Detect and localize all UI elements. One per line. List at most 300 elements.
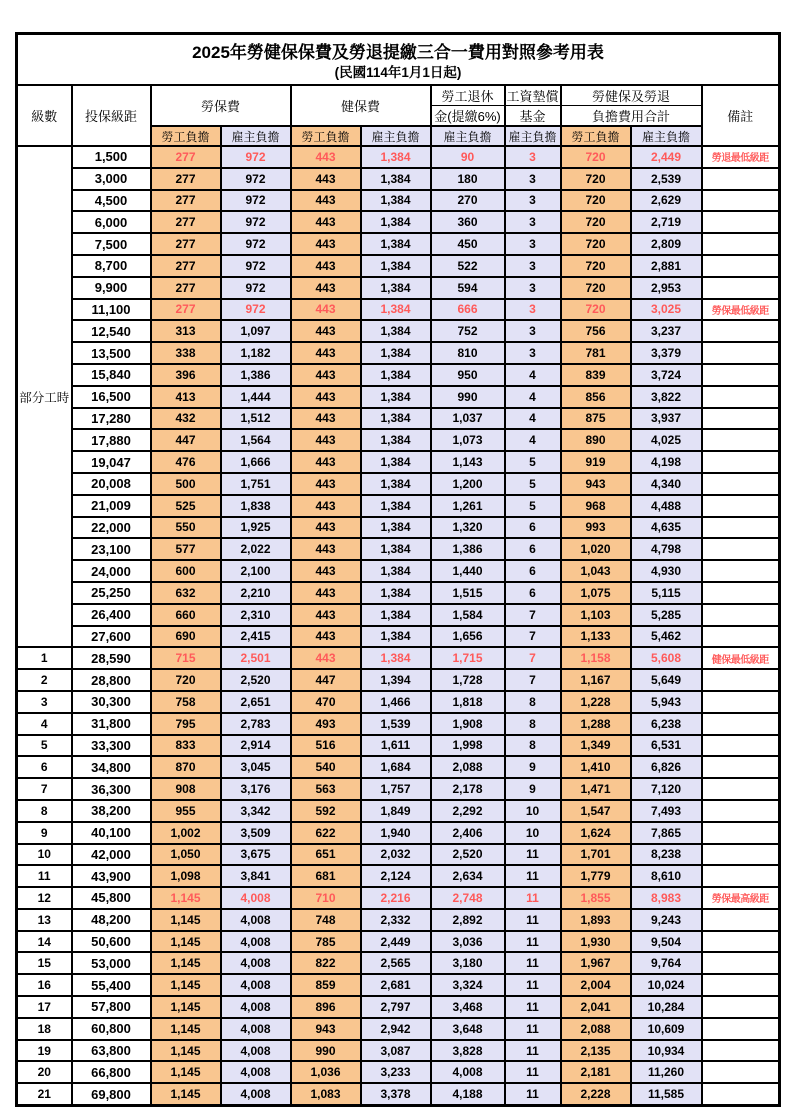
cell-health-employer: 1,384 bbox=[361, 473, 431, 495]
table-row bbox=[17, 277, 780, 299]
cell-total-employer: 9,243 bbox=[631, 909, 702, 931]
cell-labor-employer: 2,310 bbox=[221, 604, 291, 626]
cell-pension-employer: 3,828 bbox=[431, 1040, 505, 1062]
cell-bracket: 17,280 bbox=[72, 408, 151, 430]
cell-labor-employee: 396 bbox=[151, 364, 221, 386]
cell-health-employer: 1,384 bbox=[361, 626, 431, 648]
header-row-group-top bbox=[17, 85, 780, 106]
cell-pension-employer: 1,320 bbox=[431, 517, 505, 539]
cell-remark bbox=[702, 538, 780, 560]
cell-labor-employer: 3,176 bbox=[221, 778, 291, 800]
cell-bracket: 7,500 bbox=[72, 233, 151, 255]
table-body bbox=[17, 146, 780, 1106]
cell-total-employee: 968 bbox=[561, 495, 631, 517]
table-row bbox=[17, 429, 780, 451]
cell-labor-employer: 2,914 bbox=[221, 735, 291, 757]
cell-bracket: 4,500 bbox=[72, 190, 151, 212]
cell-labor-employee: 277 bbox=[151, 168, 221, 190]
cell-fund-employer: 5 bbox=[505, 495, 561, 517]
cell-labor-employee: 1,002 bbox=[151, 822, 221, 844]
cell-total-employee: 1,547 bbox=[561, 800, 631, 822]
cell-labor-employee: 1,145 bbox=[151, 931, 221, 953]
cell-fund-employer: 11 bbox=[505, 974, 561, 996]
cell-health-employee: 563 bbox=[291, 778, 361, 800]
cell-fund-employer: 11 bbox=[505, 887, 561, 909]
cell-total-employee: 720 bbox=[561, 299, 631, 321]
cell-total-employee: 1,228 bbox=[561, 691, 631, 713]
cell-total-employee: 1,930 bbox=[561, 931, 631, 953]
cell-health-employee: 443 bbox=[291, 364, 361, 386]
table-row bbox=[17, 691, 780, 713]
cell-remark bbox=[702, 1040, 780, 1062]
cell-labor-employer: 2,501 bbox=[221, 647, 291, 669]
cell-labor-employee: 1,145 bbox=[151, 974, 221, 996]
cell-health-employee: 443 bbox=[291, 451, 361, 473]
cell-health-employer: 1,384 bbox=[361, 538, 431, 560]
cell-total-employee: 2,228 bbox=[561, 1083, 631, 1105]
cell-labor-employee: 313 bbox=[151, 320, 221, 342]
cell-fund-employer: 11 bbox=[505, 844, 561, 866]
cell-health-employee: 443 bbox=[291, 604, 361, 626]
table-row bbox=[17, 800, 780, 822]
cell-health-employee: 470 bbox=[291, 691, 361, 713]
cell-health-employee: 785 bbox=[291, 931, 361, 953]
cell-total-employer: 4,798 bbox=[631, 538, 702, 560]
cell-total-employee: 720 bbox=[561, 190, 631, 212]
cell-remark bbox=[702, 495, 780, 517]
cell-health-employer: 1,384 bbox=[361, 146, 431, 168]
cell-remark bbox=[702, 255, 780, 277]
cell-labor-employee: 500 bbox=[151, 473, 221, 495]
table-row bbox=[17, 386, 780, 408]
cell-labor-employee: 1,145 bbox=[151, 1083, 221, 1105]
cell-remark bbox=[702, 996, 780, 1018]
cell-labor-employer: 972 bbox=[221, 233, 291, 255]
cell-total-employee: 1,288 bbox=[561, 713, 631, 735]
cell-labor-employer: 3,342 bbox=[221, 800, 291, 822]
table-row bbox=[17, 517, 780, 539]
cell-pension-employer: 1,440 bbox=[431, 560, 505, 582]
cell-pension-employer: 2,292 bbox=[431, 800, 505, 822]
cell-labor-employer: 1,925 bbox=[221, 517, 291, 539]
cell-pension-employer: 1,584 bbox=[431, 604, 505, 626]
table-row bbox=[17, 1018, 780, 1040]
cell-health-employer: 1,384 bbox=[361, 582, 431, 604]
cell-health-employer: 1,384 bbox=[361, 408, 431, 430]
cell-health-employer: 1,384 bbox=[361, 560, 431, 582]
cell-pension-employer: 1,386 bbox=[431, 538, 505, 560]
cell-labor-employer: 4,008 bbox=[221, 952, 291, 974]
cell-health-employer: 1,684 bbox=[361, 756, 431, 778]
cell-health-employee: 443 bbox=[291, 299, 361, 321]
cell-remark bbox=[702, 211, 780, 233]
cell-health-employee: 443 bbox=[291, 538, 361, 560]
cell-health-employer: 3,087 bbox=[361, 1040, 431, 1062]
cell-health-employer: 1,466 bbox=[361, 691, 431, 713]
cell-total-employer: 6,531 bbox=[631, 735, 702, 757]
cell-level: 2 bbox=[17, 669, 72, 691]
cell-labor-employee: 1,145 bbox=[151, 909, 221, 931]
cell-fund-employer: 11 bbox=[505, 1083, 561, 1105]
table-row bbox=[17, 538, 780, 560]
cell-labor-employer: 2,210 bbox=[221, 582, 291, 604]
cell-labor-employer: 3,675 bbox=[221, 844, 291, 866]
cell-fund-employer: 4 bbox=[505, 429, 561, 451]
cell-total-employee: 720 bbox=[561, 255, 631, 277]
cell-total-employer: 5,285 bbox=[631, 604, 702, 626]
cell-total-employer: 8,983 bbox=[631, 887, 702, 909]
cell-bracket: 25,250 bbox=[72, 582, 151, 604]
cell-level: 14 bbox=[17, 931, 72, 953]
cell-fund-employer: 5 bbox=[505, 473, 561, 495]
cell-remark bbox=[702, 429, 780, 451]
cell-bracket: 53,000 bbox=[72, 952, 151, 974]
cell-labor-employee: 277 bbox=[151, 255, 221, 277]
cell-pension-employer: 1,728 bbox=[431, 669, 505, 691]
cell-bracket: 6,000 bbox=[72, 211, 151, 233]
cell-health-employer: 2,797 bbox=[361, 996, 431, 1018]
cell-labor-employer: 2,520 bbox=[221, 669, 291, 691]
cell-remark bbox=[702, 560, 780, 582]
cell-total-employee: 756 bbox=[561, 320, 631, 342]
cell-health-employer: 1,384 bbox=[361, 604, 431, 626]
cell-labor-employer: 1,751 bbox=[221, 473, 291, 495]
cell-fund-employer: 7 bbox=[505, 626, 561, 648]
cell-labor-employer: 4,008 bbox=[221, 887, 291, 909]
cell-pension-employer: 1,998 bbox=[431, 735, 505, 757]
cell-total-employee: 1,043 bbox=[561, 560, 631, 582]
cell-labor-employer: 972 bbox=[221, 277, 291, 299]
cell-bracket: 1,500 bbox=[72, 146, 151, 168]
cell-total-employee: 781 bbox=[561, 342, 631, 364]
cell-health-employee: 443 bbox=[291, 255, 361, 277]
cell-pension-employer: 810 bbox=[431, 342, 505, 364]
cell-labor-employee: 632 bbox=[151, 582, 221, 604]
table-row bbox=[17, 756, 780, 778]
subheader-total-employee: 勞工負擔 bbox=[561, 126, 631, 146]
cell-remark bbox=[702, 233, 780, 255]
cell-bracket: 3,000 bbox=[72, 168, 151, 190]
cell-health-employee: 443 bbox=[291, 473, 361, 495]
cell-bracket: 30,300 bbox=[72, 691, 151, 713]
subheader-total-employer: 雇主負擔 bbox=[631, 126, 702, 146]
cell-total-employee: 919 bbox=[561, 451, 631, 473]
col-header-labor-fee: 勞保費 bbox=[151, 85, 291, 126]
cell-fund-employer: 8 bbox=[505, 691, 561, 713]
cell-labor-employer: 3,509 bbox=[221, 822, 291, 844]
cell-remark bbox=[702, 800, 780, 822]
cell-total-employer: 3,937 bbox=[631, 408, 702, 430]
cell-total-employer: 9,504 bbox=[631, 931, 702, 953]
cell-bracket: 22,000 bbox=[72, 517, 151, 539]
cell-pension-employer: 666 bbox=[431, 299, 505, 321]
cell-bracket: 19,047 bbox=[72, 451, 151, 473]
cell-fund-employer: 8 bbox=[505, 713, 561, 735]
cell-labor-employer: 1,838 bbox=[221, 495, 291, 517]
col-header-total-line2: 負擔費用合計 bbox=[561, 106, 702, 127]
table-row bbox=[17, 931, 780, 953]
cell-health-employer: 1,384 bbox=[361, 211, 431, 233]
cell-labor-employer: 972 bbox=[221, 211, 291, 233]
cell-bracket: 28,590 bbox=[72, 647, 151, 669]
cell-fund-employer: 10 bbox=[505, 800, 561, 822]
cell-labor-employer: 4,008 bbox=[221, 974, 291, 996]
cell-health-employer: 2,216 bbox=[361, 887, 431, 909]
cell-health-employer: 3,378 bbox=[361, 1083, 431, 1105]
title-cell bbox=[17, 34, 780, 86]
cell-pension-employer: 3,180 bbox=[431, 952, 505, 974]
cell-total-employee: 1,855 bbox=[561, 887, 631, 909]
cell-health-employer: 1,384 bbox=[361, 429, 431, 451]
cell-labor-employee: 1,098 bbox=[151, 865, 221, 887]
cell-labor-employee: 1,145 bbox=[151, 996, 221, 1018]
cell-health-employee: 443 bbox=[291, 190, 361, 212]
cell-remark bbox=[702, 713, 780, 735]
cell-health-employee: 622 bbox=[291, 822, 361, 844]
cell-health-employer: 1,611 bbox=[361, 735, 431, 757]
cell-labor-employee: 277 bbox=[151, 146, 221, 168]
table-row bbox=[17, 299, 780, 321]
cell-remark bbox=[702, 386, 780, 408]
cell-remark bbox=[702, 691, 780, 713]
cell-pension-employer: 180 bbox=[431, 168, 505, 190]
cell-pension-employer: 950 bbox=[431, 364, 505, 386]
table-row bbox=[17, 669, 780, 691]
cell-fund-employer: 6 bbox=[505, 517, 561, 539]
table-row bbox=[17, 865, 780, 887]
cell-pension-employer: 1,200 bbox=[431, 473, 505, 495]
cell-pension-employer: 990 bbox=[431, 386, 505, 408]
cell-health-employer: 2,124 bbox=[361, 865, 431, 887]
cell-health-employee: 443 bbox=[291, 277, 361, 299]
cell-total-employee: 1,167 bbox=[561, 669, 631, 691]
cell-bracket: 55,400 bbox=[72, 974, 151, 996]
cell-labor-employee: 277 bbox=[151, 211, 221, 233]
cell-pension-employer: 1,073 bbox=[431, 429, 505, 451]
cell-bracket: 60,800 bbox=[72, 1018, 151, 1040]
cell-pension-employer: 2,406 bbox=[431, 822, 505, 844]
cell-total-employer: 3,379 bbox=[631, 342, 702, 364]
cell-total-employee: 1,893 bbox=[561, 909, 631, 931]
cell-labor-employee: 577 bbox=[151, 538, 221, 560]
cell-total-employer: 2,953 bbox=[631, 277, 702, 299]
cell-labor-employer: 1,666 bbox=[221, 451, 291, 473]
cell-total-employee: 2,135 bbox=[561, 1040, 631, 1062]
cell-level: 13 bbox=[17, 909, 72, 931]
cell-pension-employer: 2,088 bbox=[431, 756, 505, 778]
cell-total-employee: 1,075 bbox=[561, 582, 631, 604]
cell-total-employer: 11,585 bbox=[631, 1083, 702, 1105]
cell-labor-employer: 2,783 bbox=[221, 713, 291, 735]
cell-health-employee: 896 bbox=[291, 996, 361, 1018]
cell-level: 15 bbox=[17, 952, 72, 974]
cell-labor-employer: 2,651 bbox=[221, 691, 291, 713]
cell-health-employee: 447 bbox=[291, 669, 361, 691]
cell-fund-employer: 7 bbox=[505, 647, 561, 669]
cell-labor-employer: 4,008 bbox=[221, 931, 291, 953]
table-row bbox=[17, 473, 780, 495]
cell-remark: 勞保最低級距 bbox=[702, 299, 780, 321]
cell-health-employer: 1,384 bbox=[361, 190, 431, 212]
cell-total-employee: 720 bbox=[561, 146, 631, 168]
cell-total-employer: 4,198 bbox=[631, 451, 702, 473]
cell-level: 3 bbox=[17, 691, 72, 713]
cell-health-employee: 443 bbox=[291, 386, 361, 408]
cell-fund-employer: 3 bbox=[505, 190, 561, 212]
cell-total-employer: 9,764 bbox=[631, 952, 702, 974]
table-row bbox=[17, 844, 780, 866]
cell-remark bbox=[702, 756, 780, 778]
cell-remark bbox=[702, 517, 780, 539]
cell-remark: 健保最低級距 bbox=[702, 647, 780, 669]
cell-health-employer: 1,384 bbox=[361, 168, 431, 190]
cell-total-employer: 11,260 bbox=[631, 1061, 702, 1083]
cell-remark bbox=[702, 1018, 780, 1040]
cell-health-employer: 1,384 bbox=[361, 255, 431, 277]
cell-labor-employer: 1,564 bbox=[221, 429, 291, 451]
cell-remark bbox=[702, 778, 780, 800]
cell-health-employer: 1,384 bbox=[361, 364, 431, 386]
cell-bracket: 34,800 bbox=[72, 756, 151, 778]
cell-health-employee: 710 bbox=[291, 887, 361, 909]
cell-fund-employer: 8 bbox=[505, 735, 561, 757]
cell-remark bbox=[702, 952, 780, 974]
cell-pension-employer: 4,008 bbox=[431, 1061, 505, 1083]
cell-labor-employer: 1,097 bbox=[221, 320, 291, 342]
cell-remark: 勞退最低級距 bbox=[702, 146, 780, 168]
cell-bracket: 36,300 bbox=[72, 778, 151, 800]
cell-health-employee: 443 bbox=[291, 647, 361, 669]
table-row bbox=[17, 822, 780, 844]
cell-pension-employer: 1,818 bbox=[431, 691, 505, 713]
cell-labor-employee: 715 bbox=[151, 647, 221, 669]
cell-fund-employer: 7 bbox=[505, 669, 561, 691]
cell-total-employer: 8,610 bbox=[631, 865, 702, 887]
cell-fund-employer: 10 bbox=[505, 822, 561, 844]
cell-health-employee: 822 bbox=[291, 952, 361, 974]
cell-health-employer: 1,384 bbox=[361, 517, 431, 539]
table-row bbox=[17, 1040, 780, 1062]
cell-bracket: 45,800 bbox=[72, 887, 151, 909]
cell-health-employee: 651 bbox=[291, 844, 361, 866]
cell-labor-employer: 4,008 bbox=[221, 1083, 291, 1105]
cell-health-employer: 1,384 bbox=[361, 342, 431, 364]
cell-total-employer: 7,865 bbox=[631, 822, 702, 844]
cell-labor-employer: 972 bbox=[221, 299, 291, 321]
cell-pension-employer: 3,036 bbox=[431, 931, 505, 953]
cell-health-employee: 990 bbox=[291, 1040, 361, 1062]
table-row bbox=[17, 168, 780, 190]
cell-pension-employer: 1,261 bbox=[431, 495, 505, 517]
cell-health-employer: 1,384 bbox=[361, 277, 431, 299]
cell-remark bbox=[702, 451, 780, 473]
table-row bbox=[17, 233, 780, 255]
cell-fund-employer: 3 bbox=[505, 233, 561, 255]
cell-bracket: 33,300 bbox=[72, 735, 151, 757]
subheader-pension-employer: 雇主負擔 bbox=[431, 126, 505, 146]
table-row bbox=[17, 909, 780, 931]
cell-health-employee: 681 bbox=[291, 865, 361, 887]
cell-total-employee: 1,624 bbox=[561, 822, 631, 844]
table-row bbox=[17, 255, 780, 277]
cell-health-employer: 1,384 bbox=[361, 233, 431, 255]
cell-level: 21 bbox=[17, 1083, 72, 1105]
cell-health-employee: 443 bbox=[291, 495, 361, 517]
cell-fund-employer: 3 bbox=[505, 255, 561, 277]
table-row bbox=[17, 974, 780, 996]
cell-health-employee: 943 bbox=[291, 1018, 361, 1040]
table-row bbox=[17, 495, 780, 517]
cell-pension-employer: 1,908 bbox=[431, 713, 505, 735]
cell-total-employee: 2,088 bbox=[561, 1018, 631, 1040]
cell-labor-employer: 972 bbox=[221, 255, 291, 277]
cell-total-employee: 1,779 bbox=[561, 865, 631, 887]
cell-total-employee: 890 bbox=[561, 429, 631, 451]
cell-total-employee: 2,181 bbox=[561, 1061, 631, 1083]
cell-health-employer: 1,384 bbox=[361, 647, 431, 669]
table-row bbox=[17, 190, 780, 212]
cell-remark: 勞保最高級距 bbox=[702, 887, 780, 909]
cell-remark bbox=[702, 604, 780, 626]
cell-total-employer: 3,822 bbox=[631, 386, 702, 408]
cell-total-employer: 3,025 bbox=[631, 299, 702, 321]
cell-bracket: 24,000 bbox=[72, 560, 151, 582]
cell-remark bbox=[702, 473, 780, 495]
cell-level: 7 bbox=[17, 778, 72, 800]
cell-total-employer: 4,635 bbox=[631, 517, 702, 539]
cell-bracket: 27,600 bbox=[72, 626, 151, 648]
cell-total-employee: 1,967 bbox=[561, 952, 631, 974]
cell-fund-employer: 11 bbox=[505, 996, 561, 1018]
cell-level: 19 bbox=[17, 1040, 72, 1062]
col-header-wage-fund-line2: 基金 bbox=[505, 106, 561, 127]
cell-health-employee: 516 bbox=[291, 735, 361, 757]
cell-total-employer: 5,462 bbox=[631, 626, 702, 648]
cell-labor-employer: 1,444 bbox=[221, 386, 291, 408]
cell-health-employee: 443 bbox=[291, 560, 361, 582]
col-header-level: 級數 bbox=[17, 85, 72, 146]
cell-total-employer: 10,609 bbox=[631, 1018, 702, 1040]
cell-bracket: 16,500 bbox=[72, 386, 151, 408]
cell-fund-employer: 3 bbox=[505, 168, 561, 190]
cell-bracket: 57,800 bbox=[72, 996, 151, 1018]
cell-remark bbox=[702, 190, 780, 212]
cell-labor-employee: 870 bbox=[151, 756, 221, 778]
cell-pension-employer: 3,648 bbox=[431, 1018, 505, 1040]
cell-remark bbox=[702, 1083, 780, 1105]
cell-health-employee: 859 bbox=[291, 974, 361, 996]
cell-remark bbox=[702, 865, 780, 887]
cell-fund-employer: 9 bbox=[505, 756, 561, 778]
cell-pension-employer: 2,892 bbox=[431, 909, 505, 931]
cell-bracket: 9,900 bbox=[72, 277, 151, 299]
table-row bbox=[17, 887, 780, 909]
cell-health-employer: 1,757 bbox=[361, 778, 431, 800]
cell-labor-employee: 758 bbox=[151, 691, 221, 713]
cell-total-employer: 5,115 bbox=[631, 582, 702, 604]
cell-labor-employer: 972 bbox=[221, 190, 291, 212]
cell-remark bbox=[702, 320, 780, 342]
cell-total-employer: 2,449 bbox=[631, 146, 702, 168]
cell-total-employee: 720 bbox=[561, 168, 631, 190]
cell-health-employer: 1,394 bbox=[361, 669, 431, 691]
col-header-bracket: 投保級距 bbox=[72, 85, 151, 146]
cell-total-employee: 943 bbox=[561, 473, 631, 495]
table-row bbox=[17, 1083, 780, 1105]
cell-labor-employee: 795 bbox=[151, 713, 221, 735]
cell-labor-employer: 3,841 bbox=[221, 865, 291, 887]
cell-level: 8 bbox=[17, 800, 72, 822]
